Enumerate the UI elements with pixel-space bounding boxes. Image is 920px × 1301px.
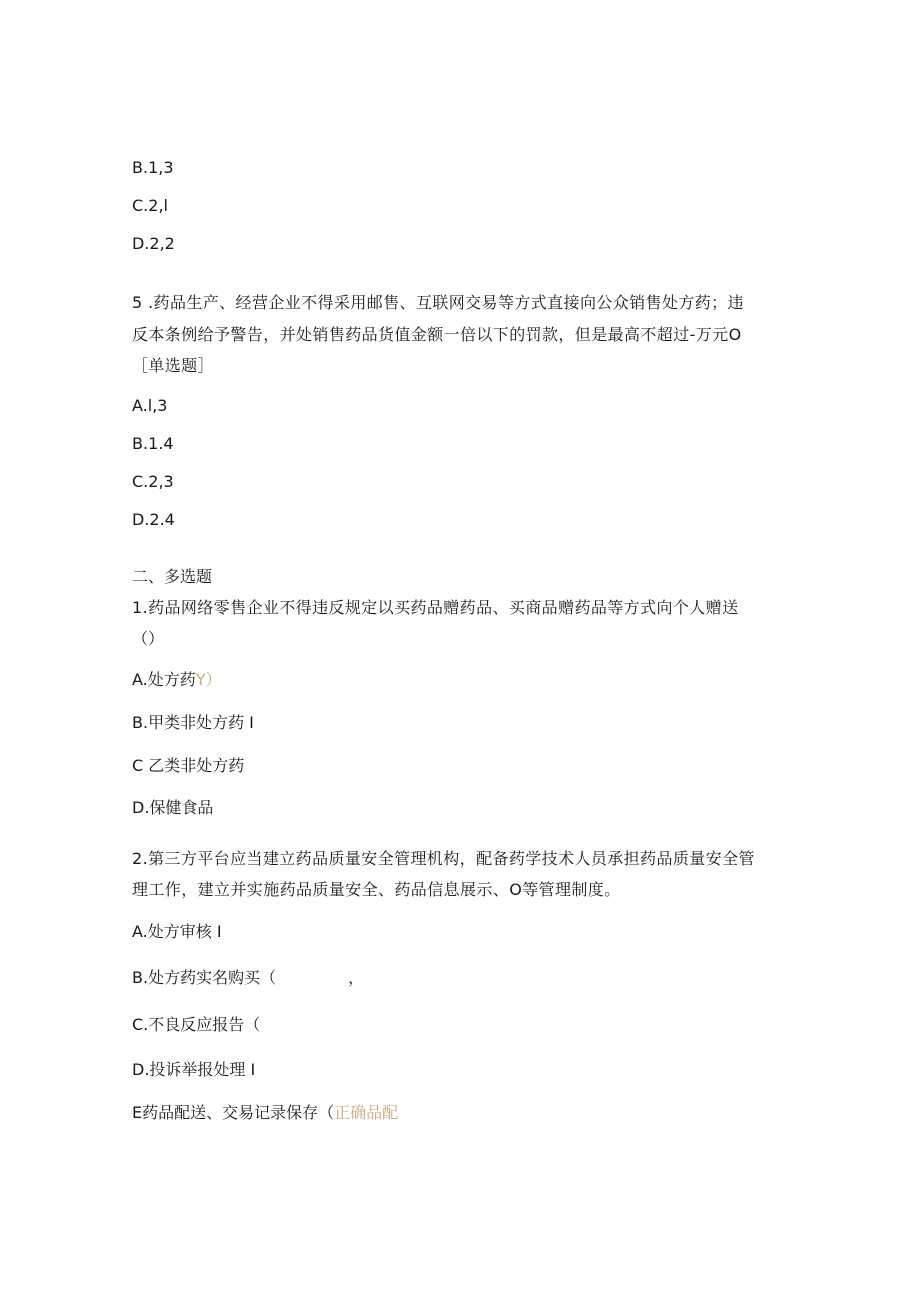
mq2-option-e	[132, 1103, 398, 1123]
mq2-option-d: D.投诉举报处理 I	[132, 1060, 256, 1079]
option-c: C.2,l	[132, 196, 168, 215]
mq1-option-c: C 乙类非处方药	[132, 756, 245, 775]
option-b: B.1,3	[132, 158, 174, 177]
mq2-option-c: C.不良反应报告（	[132, 1015, 261, 1034]
question-5-type: ［单选题］	[132, 356, 215, 375]
option-d: D.2,2	[132, 234, 175, 253]
mq2-option-b	[132, 968, 364, 988]
section-heading: 二、多选题	[132, 567, 213, 586]
question-5-line-1: 5 .药品生产、经营企业不得采用邮售、互联网交易等方式直接向公众销售处方药；违	[132, 293, 744, 312]
mq2-line-1: 2.第三方平台应当建立药品质量安全管理机构，配备药学技术人员承担药品质量安全管	[132, 849, 755, 868]
mq2-option-a: A.处方审核 I	[132, 922, 222, 941]
option-trail: ，	[348, 968, 365, 987]
option-text: E药品配送、交易记录保存（	[132, 1103, 335, 1122]
mq1-option-a	[132, 670, 222, 690]
mq1-line-2: （）	[132, 629, 165, 648]
option-text: B.处方药实名购买（	[132, 968, 277, 987]
mq1-line-1: 1.药品网络零售企业不得违反规定以买药品赠药品、买商品赠药品等方式向个人赠送	[132, 598, 739, 617]
q5-option-a: A.l,3	[132, 396, 168, 415]
option-text: A.处方药	[132, 670, 196, 689]
answer-mark: 正确品配	[334, 1103, 399, 1122]
q5-option-d: D.2.4	[132, 510, 175, 529]
mq2-line-2: 理工作，建立并实施药品质量安全、药品信息展示、O等管理制度。	[132, 880, 621, 899]
q5-option-b: B.1.4	[132, 434, 174, 453]
mq1-option-b: B.甲类非处方药 I	[132, 713, 254, 732]
q5-option-c: C.2,3	[132, 472, 174, 491]
mq1-option-d: D.保健食品	[132, 798, 214, 817]
question-5-line-2: 反本条例给予警告，并处销售药品货值金额一倍以下的罚款，但是最高不超过-万元O	[132, 325, 742, 344]
answer-mark: Y）	[195, 670, 222, 689]
